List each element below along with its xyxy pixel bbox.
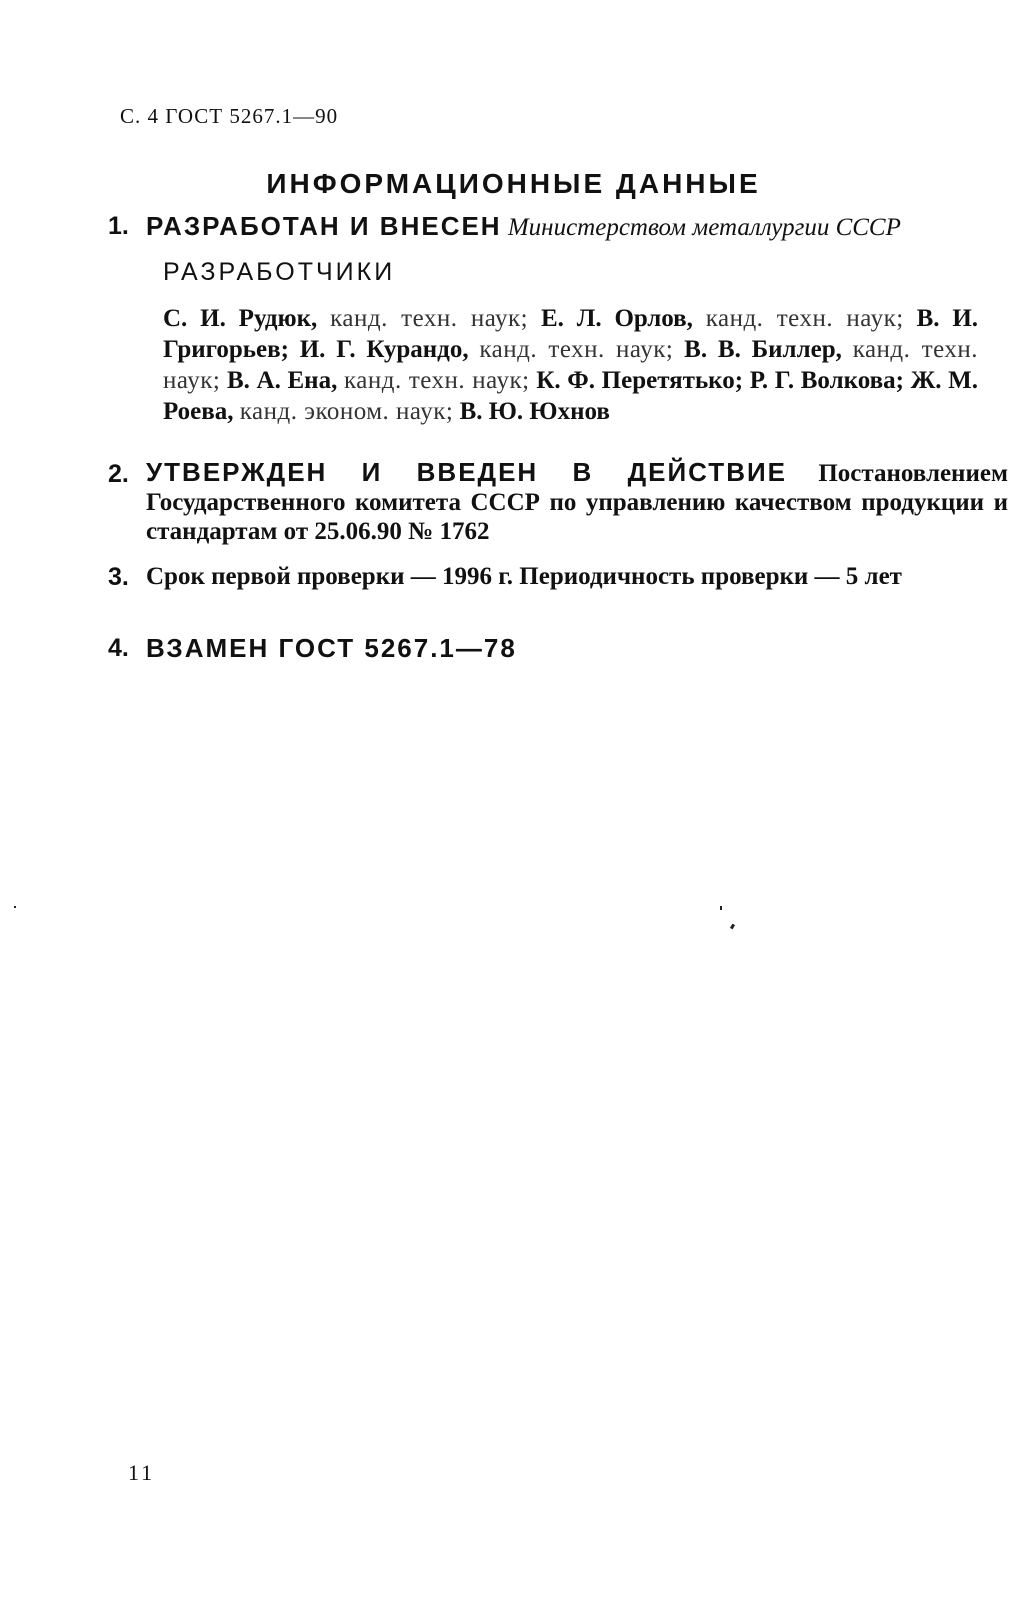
item-number: 2. [108,460,129,488]
item-number: 3. [108,563,129,591]
scan-speck [720,906,722,910]
author: Р. Г. Волкова; [749,367,904,394]
item-text: Постановлением Государственного комитета СССР по управлению качеством продукции и стандартам от 25.06.90 № 1762 [146,460,1008,545]
info-item-1 [108,210,1008,244]
page-header: С. 4 ГОСТ 5267.1—90 [120,104,339,128]
author: С. И. Рудюк, канд. техн. наук; [163,305,529,332]
author: В. Ю. Юхнов [459,398,610,425]
author: В. И. Григорьев; [163,305,979,363]
item-lead: УТВЕРЖДЕН И ВВЕДЕН В ДЕЙСТВИЕ [146,457,787,487]
document-title: ИНФОРМАЦИОННЫЕ ДАННЫЕ [266,168,761,199]
item-text: Срок первой проверки — 1996 г. Периодичность проверки — 5 лет [146,563,902,590]
author: В. В. Биллер, канд. техн. наук; [163,336,979,394]
developers-heading: РАЗРАБОТЧИКИ [163,258,396,286]
info-item-4 [108,632,1008,666]
author: И. Г. Курандо, канд. техн. наук; [299,336,674,363]
page-number: 11 [128,1460,156,1485]
scan-speck [730,924,735,930]
author: Ж. М. Роева, канд. эконом. наук; [163,367,979,425]
info-item-2 [108,458,1008,546]
item-lead: РАЗРАБОТАН И ВНЕСЕН [146,211,502,241]
developers-list [163,303,978,427]
author: Е. Л. Орлов, канд. техн. наук; [540,305,904,332]
scan-speck [14,906,16,908]
item-number: 1. [108,212,129,240]
item-lead: ВЗАМЕН ГОСТ 5267.1—78 [146,633,517,663]
info-item-3 [108,561,1008,593]
item-text: Министерством металлургии СССР [507,214,901,241]
author: В. А. Ена, канд. техн. наук; [226,367,530,394]
item-number: 4. [108,634,129,662]
author: К. Ф. Перетятько; [536,367,744,394]
